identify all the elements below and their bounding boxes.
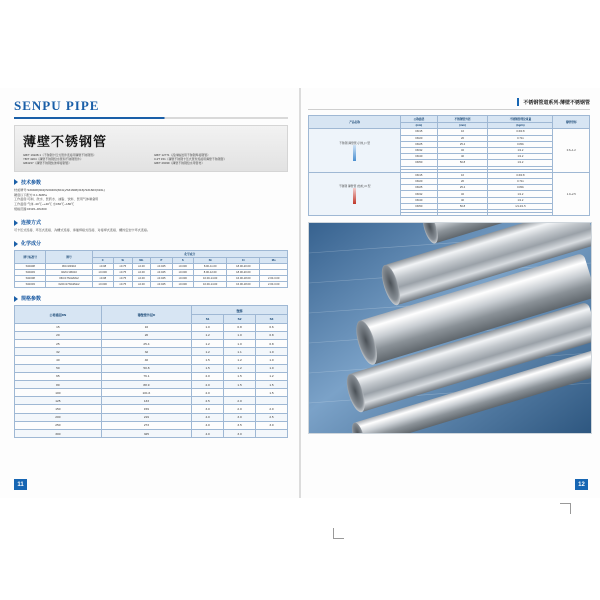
wall-thickness-cell: 1.0~2.5 — [553, 172, 590, 216]
table-row — [15, 339, 288, 347]
table-cell: S30408 — [15, 264, 46, 270]
pipe-swatch-blue-icon — [353, 145, 356, 161]
standards-block — [23, 153, 279, 166]
table-header-row — [309, 116, 590, 123]
chevron-right-icon — [14, 296, 18, 302]
product-name-cell: 不锈钢 薄壁管 (冷轧) I 型 — [309, 129, 401, 173]
table-cell: 16 — [437, 172, 488, 178]
table-cell: 18.00-20.00 — [227, 264, 260, 270]
table-cell: 32 — [437, 191, 488, 197]
table-cell: ≤0.045 — [151, 282, 172, 288]
table-cell — [224, 389, 256, 397]
table-cell: 16.00-18.00 — [227, 276, 260, 282]
col-dn: 公称通径DN — [15, 306, 102, 323]
table-cell: 2.0 — [256, 405, 288, 413]
right-page-title: 不锈钢管道系列-薄壁不锈钢管 — [523, 99, 590, 106]
table-cell: ≤0.030 — [172, 282, 193, 288]
table-cell: DN25 — [401, 185, 438, 191]
table-cell: 0.8 — [256, 339, 288, 347]
table-row — [15, 331, 288, 339]
table-cell: DN20 — [401, 135, 438, 141]
table-cell: 8.00-12.00 — [194, 270, 227, 276]
table-cell: 1.5 — [224, 380, 256, 388]
table-header-row — [15, 251, 288, 258]
table-cell: 50 — [15, 364, 102, 372]
brand-logo: SENPU PIPE — [14, 98, 100, 113]
table-cell: 1/1.2 — [488, 147, 553, 153]
table-cell: 32 — [101, 348, 191, 356]
table-cell: 20 — [101, 331, 191, 339]
table-cell: 15 — [15, 323, 102, 331]
col-s: S — [172, 258, 193, 264]
table-cell: 65 — [15, 372, 102, 380]
col-s3: S3 — [256, 315, 288, 323]
crop-mark-top-right — [560, 503, 571, 514]
table-cell: 2.0 — [192, 372, 224, 380]
table-cell: 273 — [101, 421, 191, 429]
table-cell: 1.0 — [256, 348, 288, 356]
table-cell: 10.00-14.00 — [194, 276, 227, 282]
table-cell: 1.2 — [256, 372, 288, 380]
tech-line: 工作温度:可制、洗水、医药水、油脂、饮料、医用气体制备用 — [14, 197, 99, 202]
table-cell: 3.5 — [224, 421, 256, 429]
section-heading — [14, 240, 288, 247]
table-cell: 16 — [437, 129, 488, 135]
table-cell: 1/1.2 — [488, 191, 553, 197]
table-cell: 88.9 — [101, 380, 191, 388]
standard-line: YB/T 4204《薄壁不锈钢给水管和不锈钢管件》 — [23, 157, 83, 162]
table-cell: 2.00-3.00 — [260, 282, 288, 288]
table-cell: 3.0 — [192, 405, 224, 413]
section-specs — [14, 295, 288, 438]
table-cell: 40 — [101, 356, 191, 364]
table-cell: 76.1 — [101, 372, 191, 380]
table-cell: ≤0.030 — [172, 270, 193, 276]
table-cell: 2.0 — [192, 389, 224, 397]
table-cell: DN15 — [401, 172, 438, 178]
spread-gutter — [299, 88, 301, 498]
col-s2: S2 — [224, 315, 256, 323]
table-cell: 1.2 — [192, 348, 224, 356]
table-cell: 16 — [101, 323, 191, 331]
table-cell: 25 — [15, 339, 102, 347]
table-row — [15, 380, 288, 388]
col-p: P — [151, 258, 172, 264]
col-cr: Cr — [227, 258, 260, 264]
table-cell: ≤0.045 — [151, 264, 172, 270]
table-cell: 20 — [15, 331, 102, 339]
table-cell: 1.5 — [192, 364, 224, 372]
table-cell: 1.0 — [224, 339, 256, 347]
col-od: 薄壁管外径D — [101, 306, 191, 323]
table-row — [15, 282, 288, 288]
table-cell: 25.4 — [101, 339, 191, 347]
table-cell: DN32 — [401, 191, 438, 197]
table-cell: 022Cr19Ni10 — [46, 270, 92, 276]
col-si: Si — [113, 258, 132, 264]
page-title: 薄壁不锈钢管 — [23, 134, 108, 149]
left-page — [0, 88, 300, 498]
table-cell: 40 — [437, 197, 488, 203]
unit-weight: (kg/m) — [488, 123, 553, 129]
col-outer-dia: 不锈钢管外径 — [437, 116, 488, 123]
table-cell: S30403 — [15, 270, 46, 276]
table-cell: 4.0 — [192, 430, 224, 438]
table-cell: 1/1.2 — [488, 160, 553, 166]
table-cell: 125 — [15, 397, 102, 405]
brand-underline — [14, 117, 288, 119]
table-cell: 0.711 — [488, 179, 553, 185]
table-cell: ≤0.08 — [92, 264, 113, 270]
pipe-spec-table — [308, 115, 590, 216]
wall-thickness-cell: 0.6~1.2 — [553, 129, 590, 173]
table-cell: 16.00-18.00 — [227, 282, 260, 288]
section-heading — [14, 295, 288, 302]
table-header-row — [15, 306, 288, 315]
header-divider — [308, 109, 590, 110]
section-connection — [14, 219, 288, 233]
table-cell: ≤0.030 — [92, 270, 113, 276]
section-heading-label: 技术参数 — [21, 179, 42, 186]
standard-line: GB/T 29039《薄壁不锈钢给水用管材》 — [154, 161, 205, 166]
table-cell: ≤0.030 — [92, 282, 113, 288]
col-theoretical-weight: 不锈钢管理论重量 — [488, 116, 553, 123]
section-heading — [14, 179, 288, 186]
table-cell: ≤0.75 — [113, 276, 132, 282]
table-cell: 2.0 — [192, 380, 224, 388]
table-cell: 2.5 — [192, 397, 224, 405]
table-cell: 1.0 — [224, 331, 256, 339]
col-mo: Mo — [260, 258, 288, 264]
section-heading-label: 连接方式 — [21, 220, 42, 227]
table-cell: 50.8 — [101, 364, 191, 372]
table-cell: 18.00-20.00 — [227, 270, 260, 276]
page-number-left: 11 — [14, 479, 27, 490]
product-photo — [308, 222, 592, 434]
table-cell: ≤0.08 — [92, 276, 113, 282]
table-cell — [488, 213, 553, 216]
table-cell: ≤0.030 — [172, 276, 193, 282]
tech-line: 工作温度:气体 -40℃~+40℃ 水150℃~180℃ — [14, 202, 75, 207]
col-grade: 牌号 — [46, 251, 92, 264]
table-cell: 4.0 — [192, 421, 224, 429]
table-cell: DN25 — [401, 141, 438, 147]
table-cell: 250 — [15, 421, 102, 429]
table-cell: 0.8 — [256, 331, 288, 339]
chemistry-table — [14, 250, 288, 288]
table-cell: ≤0.75 — [113, 270, 132, 276]
tech-line: 硬度以下配方:0.1-6MPa — [14, 192, 47, 197]
table-cell: 3.0 — [224, 413, 256, 421]
table-cell: S31608 — [15, 276, 46, 282]
standard-line: GB/T 19228.1《不锈钢卡压式管件连接用薄壁不锈钢管》 — [23, 153, 96, 157]
table-cell: ≤2.00 — [132, 264, 151, 270]
section-chemistry — [14, 240, 288, 288]
table-cell: 1.2 — [192, 331, 224, 339]
table-cell: 8.00-11.00 — [194, 264, 227, 270]
table-cell: 20 — [437, 179, 488, 185]
table-cell: ≤2.00 — [132, 270, 151, 276]
table-cell: ≤2.00 — [132, 276, 151, 282]
table-cell: 325 — [101, 430, 191, 438]
crop-mark-bottom-left — [333, 528, 344, 539]
table-cell: 150 — [15, 405, 102, 413]
table-cell: 32 — [15, 348, 102, 356]
table-cell: 20 — [437, 135, 488, 141]
col-mn: Mn — [132, 258, 151, 264]
col-standard: 牌号标准号 — [15, 251, 46, 264]
table-cell: 10.00-14.00 — [194, 282, 227, 288]
table-cell: 40 — [437, 154, 488, 160]
table-cell: ≤0.030 — [172, 264, 193, 270]
table-cell: 0.801 — [488, 185, 553, 191]
table-cell: ≤2.00 — [132, 282, 151, 288]
col-group-thickness: 壁厚 — [192, 306, 288, 315]
table-row — [15, 356, 288, 364]
table-cell: 2.0 — [224, 397, 256, 405]
standard-line: GB/T 12771《流体输送用不锈钢焊接钢管》 — [154, 153, 211, 157]
table-cell — [401, 213, 438, 216]
table-cell: 4.0 — [192, 413, 224, 421]
table-cell: 1/1.2 — [488, 154, 553, 160]
table-cell: 0.6/0.8 — [488, 129, 553, 135]
table-cell — [437, 213, 488, 216]
table-cell: 1/1.2/1.5 — [488, 203, 553, 209]
table-cell: 50.8 — [437, 160, 488, 166]
table-cell: 200 — [15, 413, 102, 421]
table-cell: 2.00-3.00 — [260, 276, 288, 282]
table-cell: 25.4 — [437, 185, 488, 191]
table-cell — [256, 430, 288, 438]
table-cell: 133 — [101, 397, 191, 405]
table-cell: 300 — [15, 430, 102, 438]
table-cell: DN50 — [401, 203, 438, 209]
table-cell: 1.2 — [224, 356, 256, 364]
table-cell: 1.2 — [224, 364, 256, 372]
right-page-header — [308, 98, 590, 106]
table-row — [15, 372, 288, 380]
table-cell: 2.0 — [224, 405, 256, 413]
table-row — [15, 389, 288, 397]
section-heading-label: 规格参数 — [21, 296, 42, 303]
table-cell: 1.5 — [224, 372, 256, 380]
table-cell: 022Cr17Ni12Mo2 — [46, 282, 92, 288]
col-group-chem: 化学成分 — [92, 251, 287, 258]
table-cell: ≤0.75 — [113, 282, 132, 288]
table-cell: 1.2 — [192, 339, 224, 347]
table-cell: 159 — [101, 405, 191, 413]
table-cell: 1/1.2 — [488, 197, 553, 203]
table-cell: DN32 — [401, 147, 438, 153]
col-s1: S1 — [192, 315, 224, 323]
table-cell: 1.0 — [256, 356, 288, 364]
table-cell — [256, 397, 288, 405]
table-cell: 219 — [101, 413, 191, 421]
col-product-name: 产品名称 — [309, 116, 401, 129]
table-cell: 1.5 — [192, 356, 224, 364]
table-cell: 1.5 — [256, 389, 288, 397]
col-ni: Ni — [194, 258, 227, 264]
table-cell: 0.6 — [256, 323, 288, 331]
table-cell: DN40 — [401, 197, 438, 203]
chevron-right-icon — [14, 220, 18, 226]
page-number-right: 12 — [575, 479, 588, 490]
table-cell: 80 — [15, 380, 102, 388]
section-tech-params — [14, 179, 288, 213]
pipe-photo-illustration — [309, 223, 591, 433]
unit-nominal-dia: (mm) — [401, 123, 438, 129]
connection-line: 可卡压式连接、环压式连接、沟槽式连接、承插焊接式连接、对接焊式连接、螺纹密封卡环式连接。 — [14, 228, 151, 233]
standard-line: CJ/T 151《薄壁不锈钢卡压式管件连接用薄壁不锈钢管》 — [154, 157, 227, 162]
table-cell: DN15 — [401, 129, 438, 135]
table-cell: 0.8 — [224, 323, 256, 331]
table-cell: ≤0.75 — [113, 264, 132, 270]
table-row — [15, 348, 288, 356]
table-cell: 3.0 — [256, 421, 288, 429]
section-body — [14, 228, 288, 233]
table-row — [15, 413, 288, 421]
tech-line: 材质牌号:S30408(304)/S30403(304L)/S31608(316)/S31603(316L) — [14, 187, 105, 192]
table-cell: 1.5 — [256, 380, 288, 388]
table-cell: 100 — [15, 389, 102, 397]
right-page — [300, 88, 600, 498]
unit-outer-dia: (mm) — [437, 123, 488, 129]
section-heading-label: 化学成分 — [21, 241, 42, 248]
col-nominal-dia: 公称通径 — [401, 116, 438, 123]
table-cell: 101.6 — [101, 389, 191, 397]
table-row — [15, 405, 288, 413]
chevron-right-icon — [14, 241, 18, 247]
table-row — [15, 430, 288, 438]
header-accent-bar — [517, 98, 519, 106]
section-body — [14, 188, 288, 213]
standards-col-2 — [154, 153, 279, 166]
table-cell: ≤0.045 — [151, 270, 172, 276]
product-name-cell: 不锈钢 薄壁管 (热轧) II 型 — [309, 172, 401, 216]
table-cell: 0.801 — [488, 141, 553, 147]
table-cell: 0.6/0.8 — [488, 172, 553, 178]
table-cell: 1.0 — [256, 364, 288, 372]
col-wall-thickness: 薄壁壁厚 — [553, 116, 590, 129]
col-c: C — [92, 258, 113, 264]
product-title-band — [14, 125, 288, 172]
standard-line: GB4237《薄壁不锈钢装饰焊接钢管》 — [23, 161, 72, 166]
table-cell: 32 — [437, 147, 488, 153]
table-cell: DN20 — [401, 179, 438, 185]
table-row — [15, 421, 288, 429]
table-cell: ≤0.045 — [151, 276, 172, 282]
table-cell: 3.0 — [224, 430, 256, 438]
table-cell: DN40 — [401, 154, 438, 160]
section-heading — [14, 219, 288, 226]
table-cell: 06Cr17Ni12Mo2 — [46, 276, 92, 282]
table-cell: 1.0 — [192, 323, 224, 331]
table-cell: 40 — [15, 356, 102, 364]
table-cell: 0.711 — [488, 135, 553, 141]
table-row — [15, 323, 288, 331]
table-cell: 1.1 — [224, 348, 256, 356]
table-row — [15, 397, 288, 405]
pipe-swatch-red-icon — [353, 188, 356, 204]
table-cell: 50.8 — [437, 203, 488, 209]
table-row — [15, 364, 288, 372]
table-cell: 25.4 — [437, 141, 488, 147]
table-cell: DN50 — [401, 160, 438, 166]
table-cell: 06Cr19Ni10 — [46, 264, 92, 270]
table-cell: S31603 — [15, 282, 46, 288]
table-cell: 2.5 — [256, 413, 288, 421]
chevron-right-icon — [14, 179, 18, 185]
standards-col-1 — [23, 153, 148, 166]
tech-line: 规格范围:DN15~DN300 — [14, 207, 47, 212]
spec-table — [14, 305, 288, 438]
